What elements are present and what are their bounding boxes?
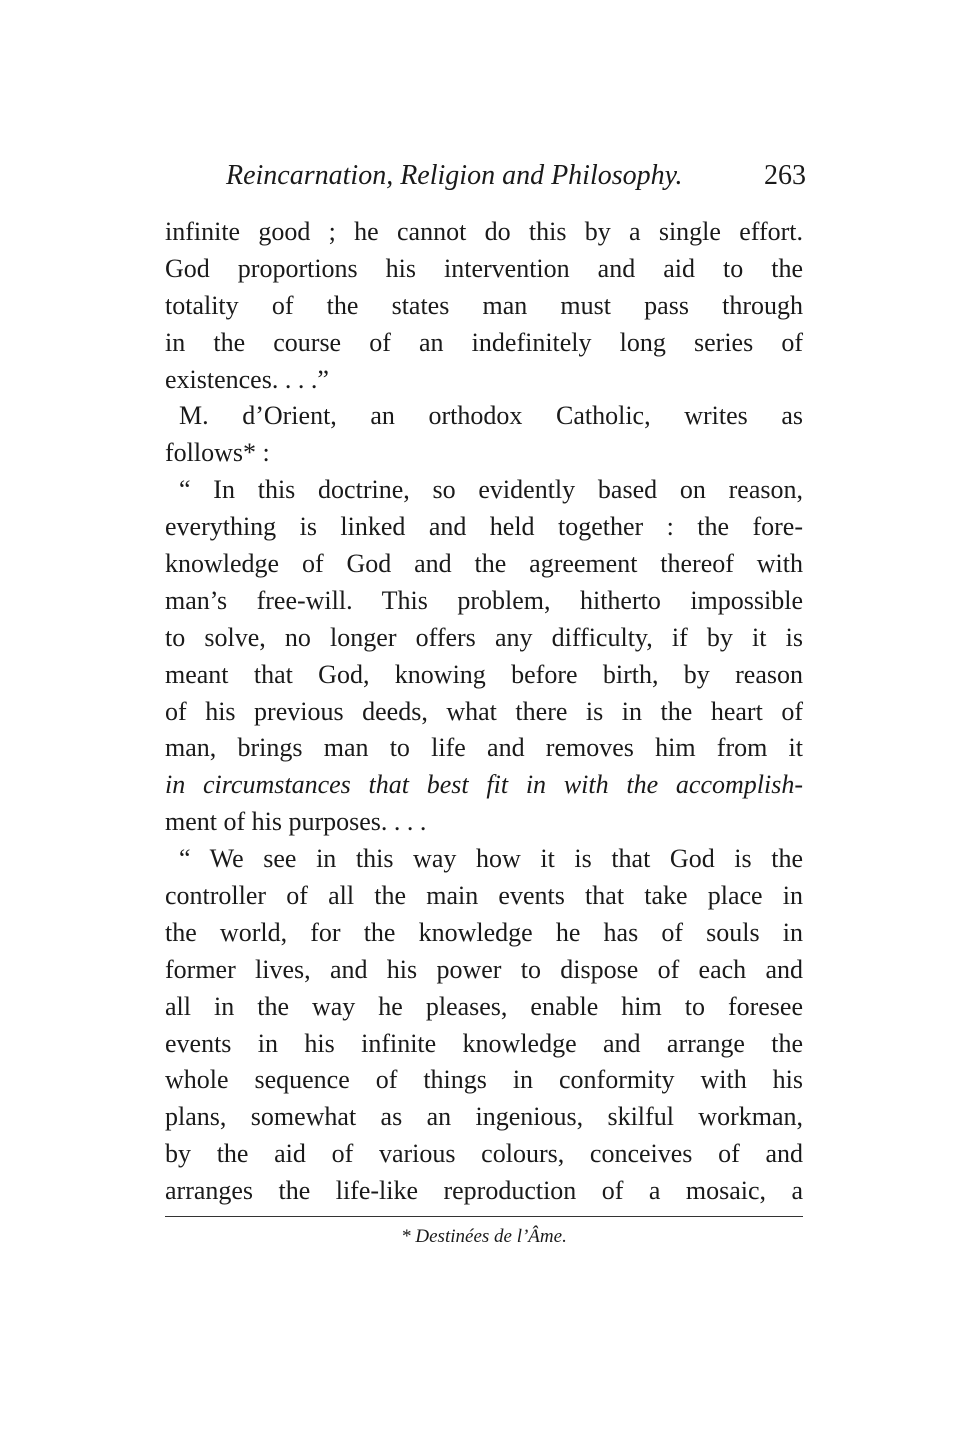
text-line: infinite good ; he cannot do this by a single effort. — [165, 217, 803, 246]
text-line: God proportions his intervention and aid to the — [165, 253, 803, 283]
text-line: controller of all the main events that take place in — [165, 881, 803, 911]
text-line: plans, somewhat as an ingenious, skilful workman, — [165, 1102, 803, 1132]
text-line: events in his infinite knowledge and arrange the — [165, 1028, 803, 1058]
text-line: man, brings man to life and removes him from it — [165, 733, 803, 763]
text-line: whole sequence of things in conformity with his — [165, 1065, 803, 1095]
text-line: the world, for the knowledge he has of souls in — [165, 917, 803, 947]
text-line: man’s free-will. This problem, hitherto impossible — [165, 585, 803, 615]
text-line: in circumstances that best fit in with the accomplish- — [165, 770, 803, 800]
body-text — [165, 214, 803, 1210]
text-line: follows* : — [165, 438, 270, 468]
text-line: former lives, and his power to dispose of each and — [165, 954, 803, 984]
text-line: totality of the states man must pass through — [165, 290, 803, 320]
text-line: everything is linked and held together : the fore- — [165, 512, 803, 542]
page-number: 263 — [764, 160, 806, 191]
text-line: arranges the life-like reproduction of a mosaic, a — [165, 1176, 803, 1206]
footnote: * Destinées de l’Âme. — [401, 1226, 567, 1247]
text-line: knowledge of God and the agreement thereof with — [165, 549, 803, 579]
text-line: ment of his purposes. . . . — [165, 807, 427, 837]
text-line: all in the way he pleases, enable him to foresee — [165, 991, 803, 1021]
text-line: of his previous deeds, what there is in the heart of — [165, 696, 803, 726]
text-line: existences. . . .” — [165, 364, 329, 394]
text-line: “ We see in this way how it is that God is the — [179, 844, 803, 874]
text-line: by the aid of various colours, conceives of and — [165, 1139, 803, 1169]
running-title: Reincarnation, Religion and Philosophy. — [226, 160, 683, 191]
text-line: “ In this doctrine, so evidently based on reason, — [179, 475, 803, 505]
text-line: M. d’Orient, an orthodox Catholic, writes as — [179, 401, 803, 431]
footnote-rule — [165, 1216, 803, 1217]
text-line: to solve, no longer offers any difficulty, if by it is — [165, 622, 803, 652]
text-line: meant that God, knowing before birth, by reason — [165, 659, 803, 689]
text-line: in the course of an indefinitely long series of — [165, 327, 803, 357]
running-header — [226, 160, 806, 200]
